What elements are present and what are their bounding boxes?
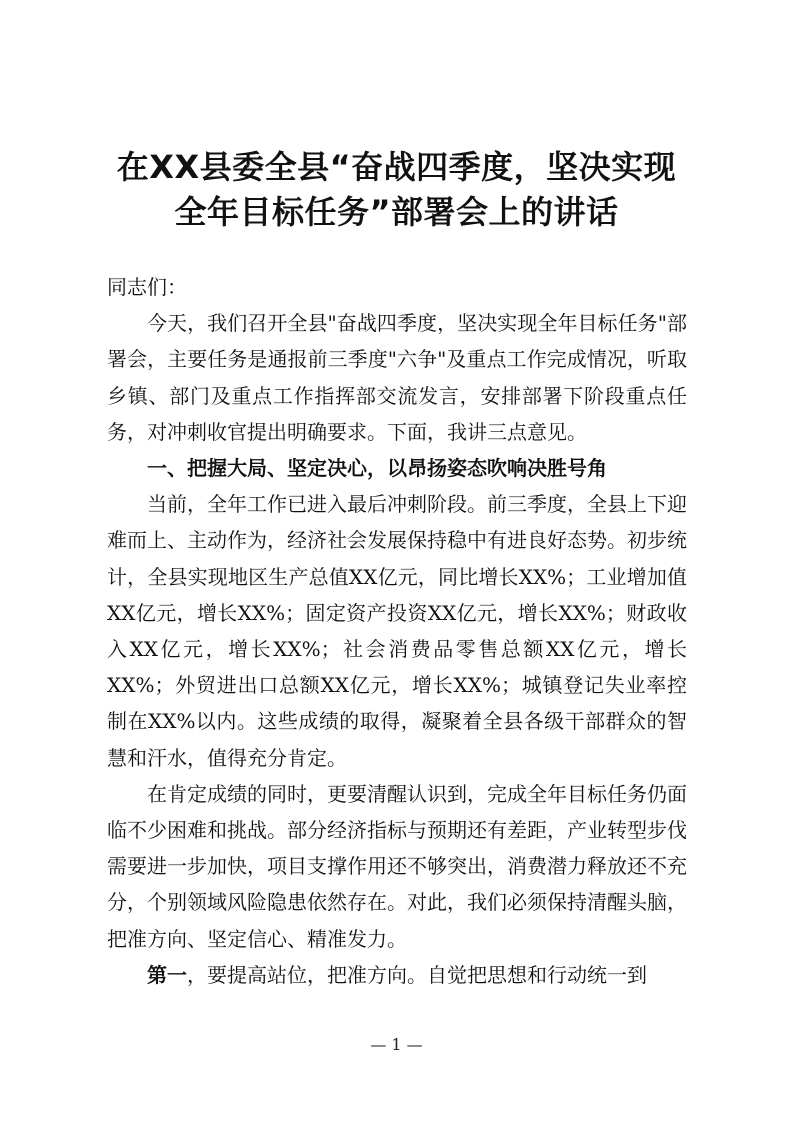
paragraph-first-point (107, 957, 687, 993)
section-heading-1: 一、把握大局、坚定决心，以昂扬姿态吹响决胜号角 (147, 456, 607, 481)
paragraph-achievements: 当前，全年工作已进入最后冲刺阶段。前三季度，全县上下迎难而上、主动作为，经济社会发展保持稳中有进良好态势。初步统计，全县实现地区生产总值XX亿元，同比增长XX%；工业增加值XX亿元，增长XX%；固定资产投资XX亿元，增长XX%；财政收入XX亿元，增长XX%；社会消费品零售总额XX亿元，增长XX%；外贸进出口总额XX亿元，增长XX%；城镇登记失业率控制在XX%以内。这些成绩的取得，凝聚着全县各级干部群众的智慧和汗水，值得充分肯定。 (107, 492, 687, 770)
title-line-1: 在XX县委全县“奋战四季度，坚决实现 (116, 148, 677, 186)
paragraph-challenges: 在肯定成绩的同时，更要清醒认识到，完成全年目标任务仍面临不少困难和挑战。部分经济指标与预期还有差距，产业转型步伐需要进一步加快，项目支撑作用还不够突出，消费潜力释放还不充分，个别领域风险隐患依然存在。对此，我们必须保持清醒头脑，把准方向、坚定信心、精准发力。 (107, 781, 687, 951)
title-line-2: 全年目标任务”部署会上的讲话 (174, 193, 619, 231)
page-number: — 1 — (370, 1035, 423, 1054)
document-title (70, 145, 723, 235)
document-body (107, 269, 687, 993)
salutation: 同志们： (107, 275, 187, 299)
first-point-text: ，要提高站位，把准方向。自觉把思想和行动统一到 (187, 962, 647, 987)
first-point-lead: 第一 (147, 962, 187, 987)
paragraph-intro: 今天，我们召开全县"奋战四季度，坚决实现全年目标任务"部署会，主要任务是通报前三季度"六争"及重点工作完成情况，听取乡镇、部门及重点工作指挥部交流发言，安排部署下阶段重点任务，对冲刺收官提出明确要求。下面，我讲三点意见。 (107, 311, 687, 444)
